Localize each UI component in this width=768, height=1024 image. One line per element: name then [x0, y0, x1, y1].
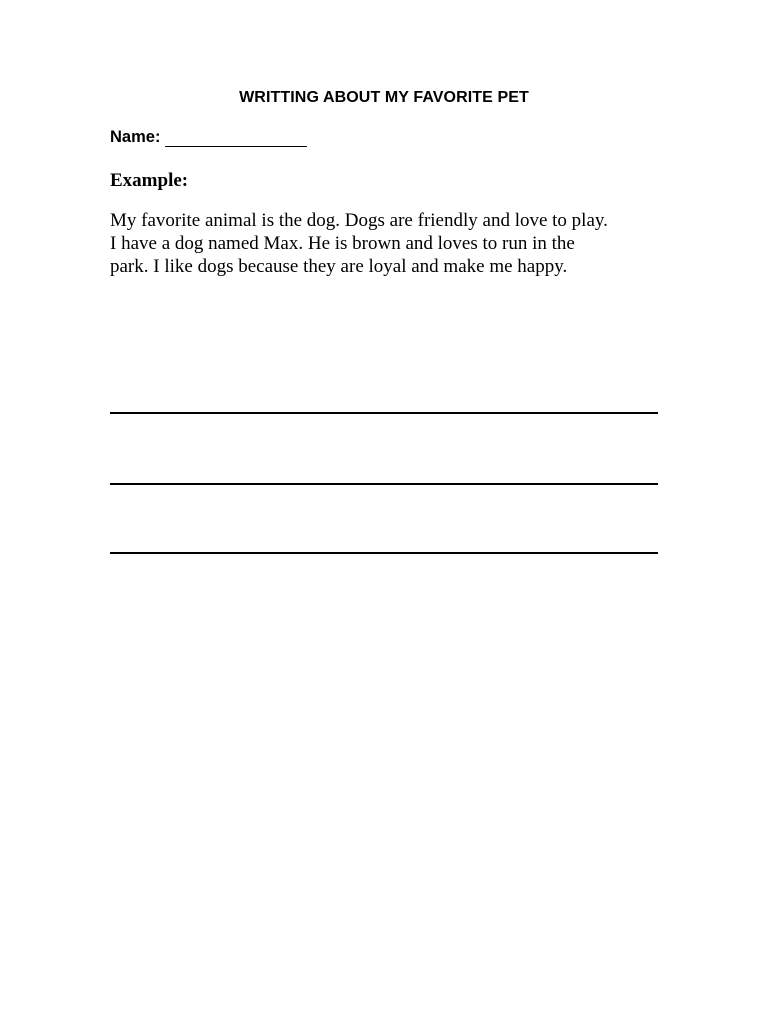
worksheet-title: WRITTING ABOUT MY FAVORITE PET — [239, 89, 529, 106]
example-line: I have a dog named Max. He is brown and loves to run in the — [110, 233, 575, 254]
name-blank-line[interactable] — [165, 127, 307, 147]
example-line: park. I like dogs because they are loyal and make me happy. — [110, 256, 568, 277]
writing-line-2[interactable] — [110, 483, 658, 485]
writing-line-1[interactable] — [110, 412, 658, 414]
name-field — [110, 127, 307, 147]
writing-line-3[interactable] — [110, 552, 658, 554]
example-line: My favorite animal is the dog. Dogs are friendly and love to play. — [110, 210, 608, 231]
example-heading: Example: — [110, 170, 189, 191]
name-label: Name: — [110, 128, 161, 146]
example-paragraph — [110, 209, 670, 278]
